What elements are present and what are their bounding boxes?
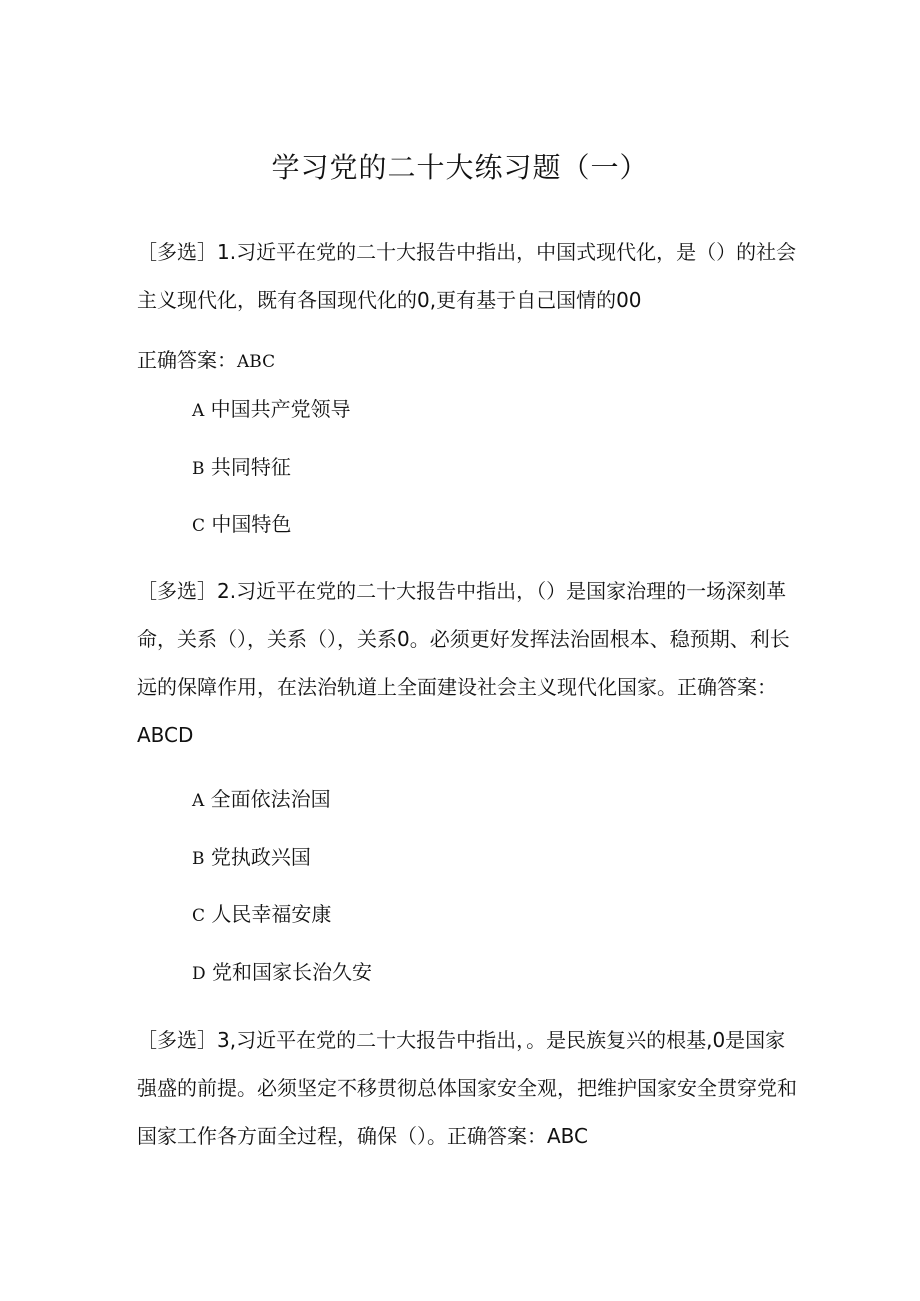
option-text: 党和国家长治久安 bbox=[212, 960, 372, 984]
option-letter: B bbox=[192, 459, 205, 479]
answer-label: 正确答案： bbox=[137, 348, 237, 372]
question-2-option-b bbox=[192, 842, 311, 874]
option-letter: B bbox=[192, 849, 205, 869]
option-letter: A bbox=[192, 791, 205, 811]
option-text: 中国特色 bbox=[211, 512, 292, 536]
question-1-text: ［多选］1.习近平在党的二十大报告中指出，中国式现代化，是（）的社会主义现代化，既有各国现代化的0,更有基于自己国情的00 bbox=[137, 240, 797, 312]
question-1-option-a bbox=[192, 394, 351, 426]
question-2-option-c bbox=[192, 899, 331, 931]
question-1-answer bbox=[137, 345, 275, 377]
question-2-text: ［多选］2.习近平在党的二十大报告中指出，（）是国家治理的一场深刻革命，关系（），关系（），关系0。必须更好发挥法治固根本、稳预期、利长远的保障作用，在法治轨道上全面建设社会主义现代化国家。正确答案：ABCD bbox=[137, 579, 790, 747]
answer-value: ABC bbox=[237, 352, 276, 372]
option-letter: D bbox=[192, 964, 206, 984]
question-1-option-c bbox=[192, 509, 291, 541]
option-text: 共同特征 bbox=[210, 455, 291, 479]
option-letter: C bbox=[192, 516, 206, 536]
option-text: 党执政兴国 bbox=[210, 845, 311, 869]
question-2-option-a bbox=[192, 784, 331, 816]
question-2-option-d bbox=[192, 957, 372, 989]
option-text: 全面依法治国 bbox=[210, 787, 331, 811]
question-1-option-b bbox=[192, 452, 291, 484]
option-text: 人民幸福安康 bbox=[211, 902, 332, 926]
option-letter: A bbox=[192, 401, 205, 421]
question-3-text: ［多选］3,习近平在党的二十大报告中指出，。是民族复兴的根基,0是国家强盛的前提。必须坚定不移贯彻总体国家安全观，把维护国家安全贯穿党和国家工作各方面全过程，确保（）。正确答案：ABC bbox=[137, 1028, 797, 1148]
page-title: 学习党的二十大练习题（一） bbox=[271, 151, 649, 184]
option-letter: C bbox=[192, 906, 206, 926]
option-text: 中国共产党领导 bbox=[210, 397, 351, 421]
